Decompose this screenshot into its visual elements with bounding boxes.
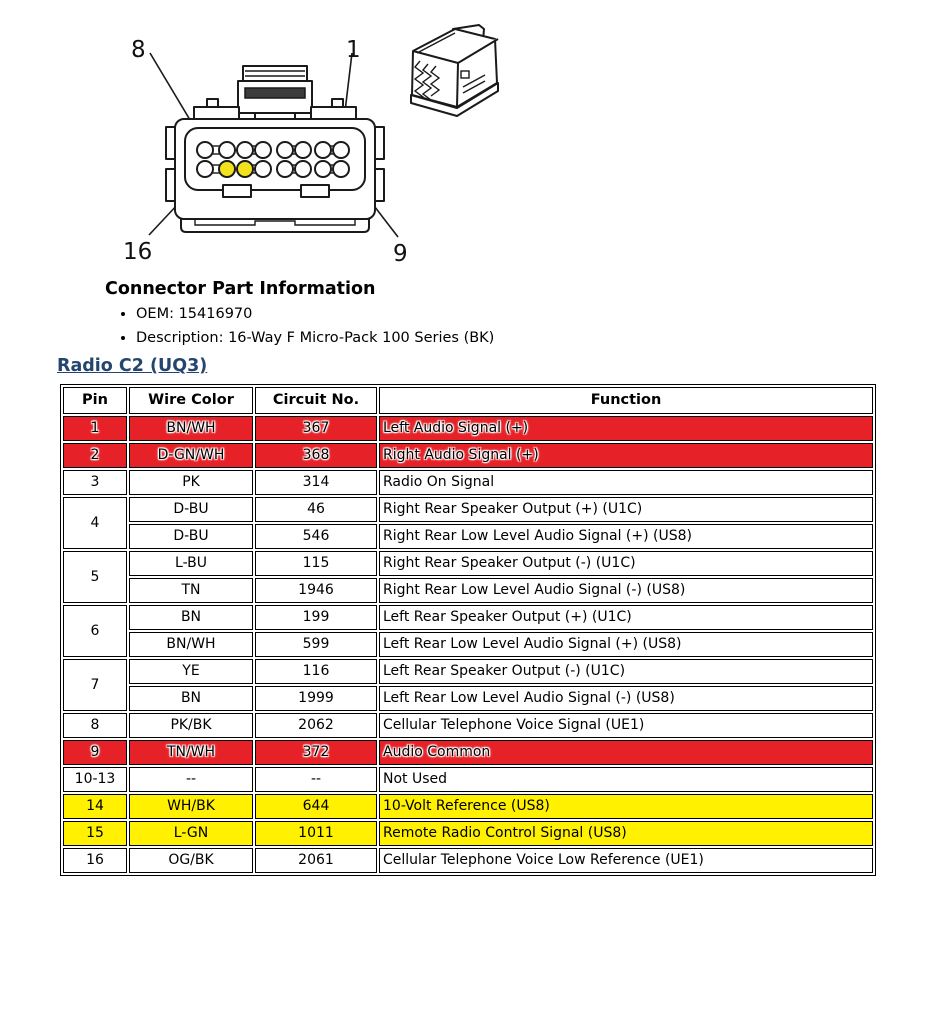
wire-color-cell: D-GN/WH: [129, 443, 253, 468]
table-row: [63, 659, 873, 684]
wire-color-cell: L-GN: [129, 821, 253, 846]
circuit-no-cell: 372: [255, 740, 377, 765]
wire-color-cell: TN: [129, 578, 253, 603]
function-cell: Right Rear Low Level Audio Signal (-) (US8): [379, 578, 873, 603]
pin-hole-16: [197, 161, 213, 177]
wire-color-cell: YE: [129, 659, 253, 684]
wire-color-cell: PK: [129, 470, 253, 495]
pin-cell: 7: [63, 659, 127, 711]
circuit-no-cell: 2061: [255, 848, 377, 873]
circuit-no-cell: 1011: [255, 821, 377, 846]
pin-cell: 6: [63, 605, 127, 657]
pin-cell: 16: [63, 848, 127, 873]
table-row: [63, 551, 873, 576]
header-circuit: Circuit No.: [255, 387, 377, 414]
latch-cap: [243, 66, 307, 81]
wire-color-cell: --: [129, 767, 253, 792]
pin-hole-7: [219, 142, 235, 158]
section-title: Radio C2 (UQ3): [57, 356, 208, 376]
wire-color-cell: BN: [129, 686, 253, 711]
pin-hole-15-highlighted: [219, 161, 235, 177]
pin-hole-2: [315, 142, 331, 158]
function-cell: Right Rear Low Level Audio Signal (+) (US8): [379, 524, 873, 549]
function-cell: Right Audio Signal (+): [379, 443, 873, 468]
pin-cell: 4: [63, 497, 127, 549]
pinout-table-body: [63, 416, 873, 873]
circuit-no-cell: 1946: [255, 578, 377, 603]
table-row: [63, 524, 873, 549]
pin-hole-10: [315, 161, 331, 177]
pin-cell: 15: [63, 821, 127, 846]
table-row: [63, 740, 873, 765]
circuit-no-cell: 115: [255, 551, 377, 576]
wire-color-cell: D-BU: [129, 524, 253, 549]
wire-color-cell: L-BU: [129, 551, 253, 576]
pin-cell: 10-13: [63, 767, 127, 792]
pin-hole-12: [277, 161, 293, 177]
pin-cell: 8: [63, 713, 127, 738]
table-row: [63, 821, 873, 846]
pin-hole-3: [295, 142, 311, 158]
table-row: [63, 578, 873, 603]
function-cell: Radio On Signal: [379, 470, 873, 495]
table-row: [63, 632, 873, 657]
pin-cell: 1: [63, 416, 127, 441]
circuit-no-cell: 2062: [255, 713, 377, 738]
function-cell: Cellular Telephone Voice Low Reference (UE1): [379, 848, 873, 873]
function-cell: Left Rear Low Level Audio Signal (+) (US8): [379, 632, 873, 657]
terminal-face: [185, 128, 365, 190]
pin-hole-4: [277, 142, 293, 158]
header-function: Function: [379, 387, 873, 414]
pin-cell: 5: [63, 551, 127, 603]
circuit-no-cell: 368: [255, 443, 377, 468]
function-cell: Left Audio Signal (+): [379, 416, 873, 441]
table-row: [63, 443, 873, 468]
wire-color-cell: BN/WH: [129, 632, 253, 657]
wire-color-cell: OG/BK: [129, 848, 253, 873]
pin-hole-5: [255, 142, 271, 158]
table-row: [63, 686, 873, 711]
table-row: [63, 767, 873, 792]
function-cell: Left Rear Low Level Audio Signal (-) (US8): [379, 686, 873, 711]
function-cell: Right Rear Speaker Output (+) (U1C): [379, 497, 873, 522]
part-info-oem: • OEM: 15416970: [136, 306, 494, 323]
part-info-list: [136, 306, 494, 347]
table-row: [63, 497, 873, 522]
header-pin: Pin: [63, 387, 127, 414]
circuit-no-cell: 546: [255, 524, 377, 549]
pin-hole-13: [255, 161, 271, 177]
latch-dark-band: [245, 88, 305, 98]
circuit-no-cell: --: [255, 767, 377, 792]
pin-hole-9: [333, 161, 349, 177]
function-cell: Not Used: [379, 767, 873, 792]
circuit-no-cell: 314: [255, 470, 377, 495]
function-cell: Remote Radio Control Signal (US8): [379, 821, 873, 846]
function-cell: Cellular Telephone Voice Signal (UE1): [379, 713, 873, 738]
circuit-no-cell: 46: [255, 497, 377, 522]
header-wire: Wire Color: [129, 387, 253, 414]
diagram-label-pin9: 9: [393, 241, 408, 267]
function-cell: Right Rear Speaker Output (-) (U1C): [379, 551, 873, 576]
table-header-row: [63, 387, 873, 414]
function-cell: Left Rear Speaker Output (+) (U1C): [379, 605, 873, 630]
diagram-label-pin8: 8: [131, 37, 146, 63]
table-row: [63, 848, 873, 873]
wire-color-cell: D-BU: [129, 497, 253, 522]
table-row: [63, 470, 873, 495]
circuit-no-cell: 644: [255, 794, 377, 819]
circuit-no-cell: 116: [255, 659, 377, 684]
circuit-no-cell: 1999: [255, 686, 377, 711]
pin-cell: 3: [63, 470, 127, 495]
pin-hole-11: [295, 161, 311, 177]
table-row: [63, 605, 873, 630]
wire-color-cell: WH/BK: [129, 794, 253, 819]
connector-3d-view: [411, 25, 498, 116]
table-row: [63, 416, 873, 441]
table-row: [63, 713, 873, 738]
part-info-description: • Description: 16-Way F Micro-Pack 100 Series (BK): [136, 330, 494, 347]
connector-part-information: [105, 279, 494, 354]
function-cell: Left Rear Speaker Output (-) (U1C): [379, 659, 873, 684]
table-row: [63, 794, 873, 819]
pin-cell: 14: [63, 794, 127, 819]
wire-color-cell: TN/WH: [129, 740, 253, 765]
connector-front-view: [95, 8, 525, 270]
diagram-label-pin1: 1: [346, 37, 361, 63]
wire-color-cell: PK/BK: [129, 713, 253, 738]
wire-color-cell: BN: [129, 605, 253, 630]
part-info-title: Connector Part Information: [105, 279, 376, 299]
pin-hole-14-highlighted: [237, 161, 253, 177]
circuit-no-cell: 599: [255, 632, 377, 657]
diagram-label-pin16: 16: [123, 239, 153, 265]
pin-hole-1: [333, 142, 349, 158]
pin-cell: 9: [63, 740, 127, 765]
pin-cell: 2: [63, 443, 127, 468]
function-cell: Audio Common: [379, 740, 873, 765]
function-cell: 10-Volt Reference (US8): [379, 794, 873, 819]
circuit-no-cell: 367: [255, 416, 377, 441]
wire-color-cell: BN/WH: [129, 416, 253, 441]
pin-hole-6: [237, 142, 253, 158]
circuit-no-cell: 199: [255, 605, 377, 630]
connector-diagram: [95, 8, 525, 270]
pinout-table: [60, 384, 876, 876]
pin-hole-8: [197, 142, 213, 158]
